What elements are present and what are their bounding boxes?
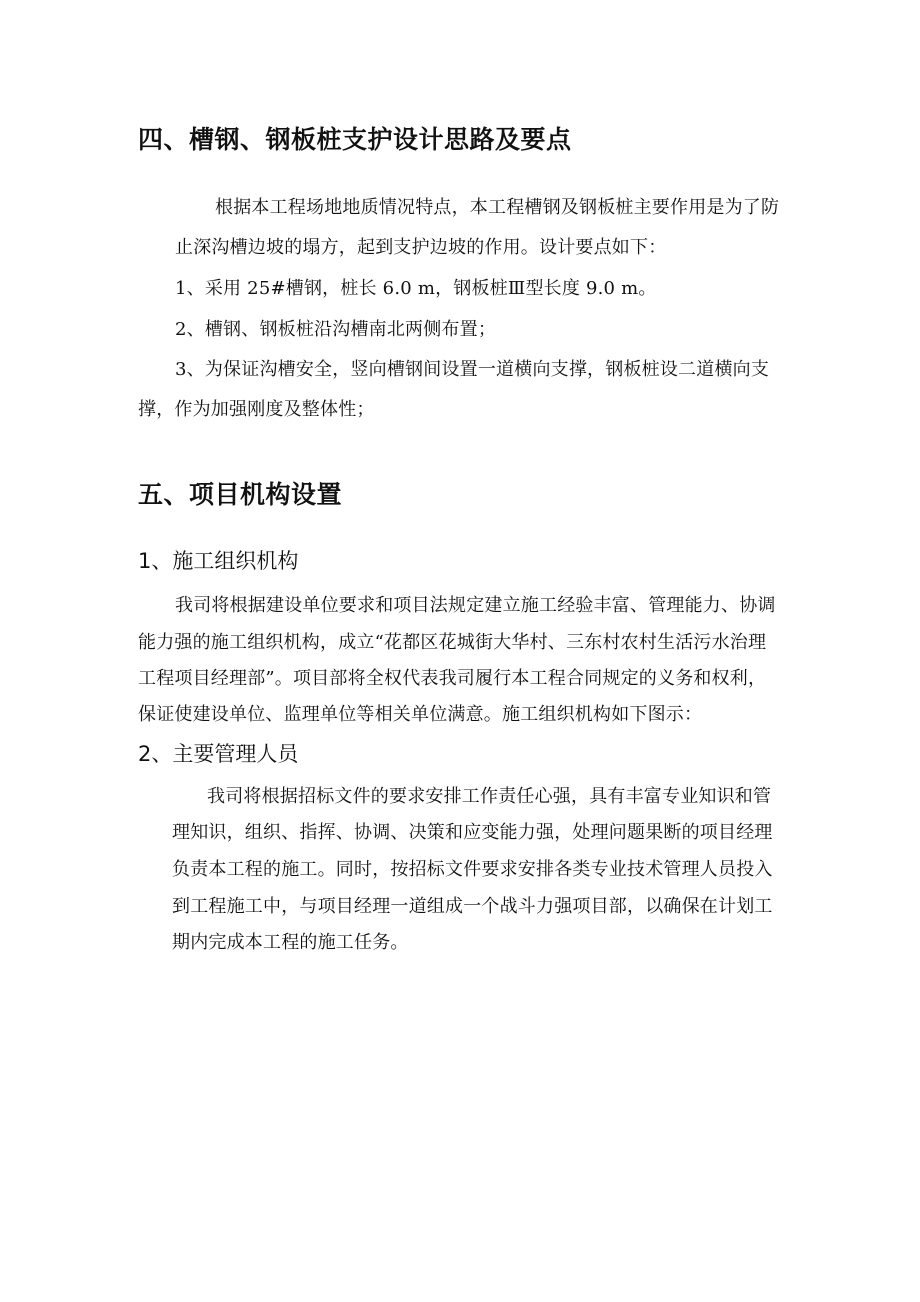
section5-sub2-line4: 到工程施工中，与项目经理一道组成一个战斗力强项目部，以确保在计划工 — [172, 896, 773, 917]
section5-sub1-line1: 我司将根据建设单位要求和项目法规定建立施工经验丰富、管理能力、协调 — [175, 595, 776, 616]
section5-sub1-line4: 保证使建设单位、监理单位等相关单位满意。施工组织机构如下图示： — [138, 704, 703, 725]
section4-point3-line2: 撑，作为加强刚度及整体性； — [138, 399, 375, 420]
section5-title: 五、项目机构设置 — [138, 480, 343, 509]
section5-sub2-title: 2、主要管理人员 — [138, 742, 299, 766]
section5-sub2-line1: 我司将根据招标文件的要求安排工作责任心强，具有丰富专业知识和管 — [207, 786, 772, 807]
section5-sub1-line3: 工程项目经理部”。项目部将全权代表我司履行本工程合同规定的义务和权利， — [138, 668, 767, 689]
section5-sub2-line2: 理知识，组织、指挥、协调、决策和应变能力强，处理问题果断的项目经理 — [172, 822, 773, 843]
section5-sub2-line5: 期内完成本工程的施工任务。 — [172, 932, 409, 953]
section4-point1: 1、采用 25#槽钢，桩长 6.0 m，钢板桩Ⅲ型长度 9.0 m。 — [175, 278, 657, 299]
section5-sub1-line2: 能力强的施工组织机构，成立“花都区花城街大华村、三东村农村生活污水治理 — [138, 632, 767, 653]
section4-title: 四、槽钢、钢板桩支护设计思路及要点 — [138, 125, 572, 154]
section4-point3-line1: 3、为保证沟槽安全，竖向槽钢间设置一道横向支撑，钢板桩设二道横向支 — [175, 359, 770, 380]
section4-intro-line1: 根据本工程场地地质情况特点，本工程槽钢及钢板桩主要作用是为了防 — [215, 197, 780, 218]
section4-intro-line2: 止深沟槽边坡的塌方，起到支护边坡的作用。设计要点如下： — [175, 237, 667, 258]
section5-sub1-title: 1、施工组织机构 — [138, 549, 299, 573]
section4-point2: 2、槽钢、钢板桩沿沟槽南北两侧布置； — [175, 319, 497, 340]
section5-sub2-line3: 负责本工程的施工。同时，按招标文件要求安排各类专业技术管理人员投入 — [172, 859, 773, 880]
